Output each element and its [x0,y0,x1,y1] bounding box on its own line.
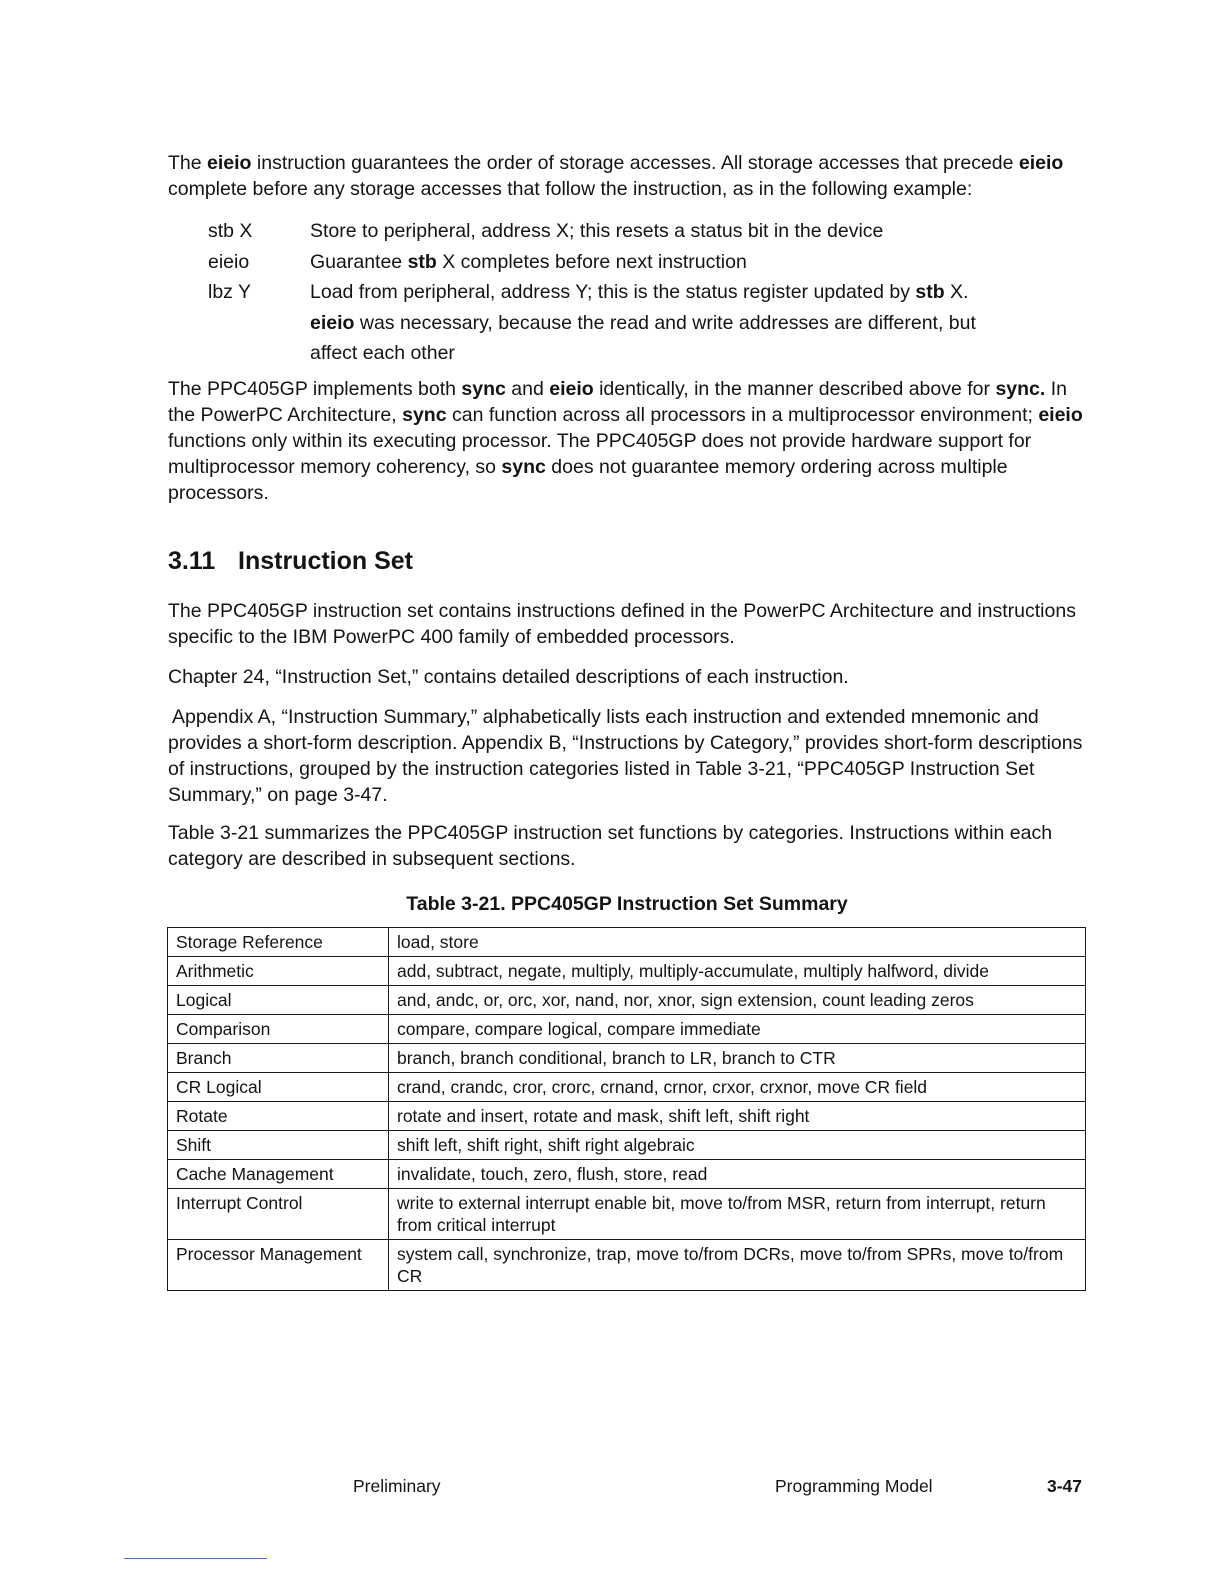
table-cell-instructions: crand, crandc, cror, crorc, crnand, crnor, crxor, crxnor, move CR field [389,1073,1086,1102]
example-opcode: stb X [208,220,253,242]
eieio-intro-paragraph [168,150,1088,202]
example-description [310,338,1088,369]
example-description [310,216,1088,247]
table-cell-category: Shift [168,1131,389,1160]
text-run: complete before any storage accesses that follow the instruction, as in the following example: [168,178,973,200]
example-row [208,277,1088,308]
table-cell-category: Branch [168,1044,389,1073]
text-run: instruction guarantees the order of storage accesses. All storage accesses that precede [251,152,1019,174]
text-run: does not guarantee memory ordering across multiple processors. [168,456,1008,504]
example-opcode: eieio [208,250,250,273]
table-cell-instructions: rotate and insert, rotate and mask, shift left, shift right [389,1102,1086,1131]
text-run: X completes before next instruction [436,250,747,273]
table-cell-instructions: load, store [389,928,1086,957]
table-row [168,1044,1086,1073]
footer-page-number: 3-47 [1047,1476,1083,1496]
example-description [310,277,1088,308]
bold-mnemonic: sync [501,456,546,478]
table-cell-instructions: shift left, shift right, shift right algebraic [389,1131,1086,1160]
text-run: was necessary, because the read and write addresses are different, but [354,311,976,334]
table-cell-category: CR Logical [168,1073,389,1102]
bold-mnemonic: stb [407,250,437,273]
appendix-reference-paragraph: Appendix A, “Instruction Summary,” alphabetically lists each instruction and extended mnemonic and provides a short-form description. Appendix B, “Instructions by Category,” provides short-form descriptions of instructions, grouped by the instruction categories listed in Table 3-21, “PPC405GP Instruction Set Summary,” on page 3-47. [168,706,1083,806]
table-cell-instructions: compare, compare logical, compare immediate [389,1015,1086,1044]
text-run: affect each other [310,342,455,364]
bold-mnemonic: sync. [995,378,1046,400]
example-description [310,247,1088,278]
table-row [168,1073,1086,1102]
section-number: 3.11 [168,547,216,575]
table-caption: Table 3-21. PPC405GP Instruction Set Summary [406,893,848,915]
table-summary-paragraph: Table 3-21 summarizes the PPC405GP instruction set functions by categories. Instructions within each category are described in subsequent sections. [168,822,1053,870]
example-row [208,308,1088,339]
table-row [168,1160,1086,1189]
bold-mnemonic: eieio [549,378,594,400]
example-row [208,216,1088,247]
table-row [168,1131,1086,1160]
table-row [168,957,1086,986]
table-cell-category: Processor Management [168,1240,389,1291]
table-cell-category: Storage Reference [168,928,389,957]
table-cell-instructions: system call, synchronize, trap, move to/from DCRs, move to/from SPRs, move to/from CR [389,1240,1086,1291]
bold-mnemonic: eieio [1018,152,1064,174]
bold-mnemonic: eieio [1038,404,1083,426]
bold-mnemonic: stb [915,281,945,303]
table-row [168,986,1086,1015]
table-cell-instructions: branch, branch conditional, branch to LR, branch to CTR [389,1044,1086,1073]
text-run: identically, in the manner described above for [593,378,996,400]
table-cell-instructions: add, subtract, negate, multiply, multiply-accumulate, multiply halfword, divide [389,957,1086,986]
bold-mnemonic: eieio [310,311,355,334]
table-row [168,1015,1086,1044]
example-opcode [208,308,310,339]
text-run: and [505,378,550,400]
table-row [168,1102,1086,1131]
eieio-example-block [208,216,1088,369]
text-run: Store to peripheral, address X; this resets a status bit in the device [310,220,884,242]
bold-mnemonic: sync [461,378,506,400]
text-run: functions only within its executing processor. The PPC405GP does not provide hardware support for multiprocessor memory coherency, so [168,430,1032,478]
text-run: can function across all processors in a multiprocessor environment; [446,404,1039,426]
table-cell-category: Comparison [168,1015,389,1044]
example-row [208,247,1088,278]
table-cell-instructions: and, andc, or, orc, xor, nand, nor, xnor, sign extension, count leading zeros [389,986,1086,1015]
instruction-set-paragraph: The PPC405GP instruction set contains instructions defined in the PowerPC Architecture and instructions specific to the IBM PowerPC 400 family of embedded processors. [168,600,1076,648]
sync-eieio-paragraph [168,376,1088,506]
table-cell-category: Rotate [168,1102,389,1131]
table-cell-instructions: invalidate, touch, zero, flush, store, read [389,1160,1086,1189]
corner-rule-line [124,1558,267,1559]
table-row [168,1189,1086,1240]
table-cell-category: Interrupt Control [168,1189,389,1240]
instruction-set-summary-table [167,927,1086,1291]
text-run: X. [944,281,969,303]
text-run: Guarantee [310,250,408,273]
bold-mnemonic: eieio [207,152,252,174]
table-row [168,928,1086,957]
section-title: Instruction Set [238,547,414,575]
example-description [310,308,1088,339]
bold-mnemonic: sync [402,404,447,426]
table-cell-category: Arithmetic [168,957,389,986]
text-run: The PPC405GP implements both [168,378,462,400]
footer-section-name: Programming Model [775,1476,933,1496]
table-row [168,1240,1086,1291]
table-cell-category: Cache Management [168,1160,389,1189]
section-heading [168,545,413,577]
text-run: The [168,152,208,174]
chapter-reference-paragraph: Chapter 24, “Instruction Set,” contains detailed descriptions of each instruction. [168,666,849,688]
table-cell-category: Logical [168,986,389,1015]
example-opcode: lbz Y [208,281,251,303]
example-opcode [208,338,310,369]
footer-status: Preliminary [353,1476,441,1496]
text-run: Load from peripheral, address Y; this is the status register updated by [310,281,916,303]
table-cell-instructions: write to external interrupt enable bit, move to/from MSR, return from interrupt, return from critical interrupt [389,1189,1086,1240]
example-row [208,338,1088,369]
text-run: In the PowerPC Architecture, [168,378,1067,426]
